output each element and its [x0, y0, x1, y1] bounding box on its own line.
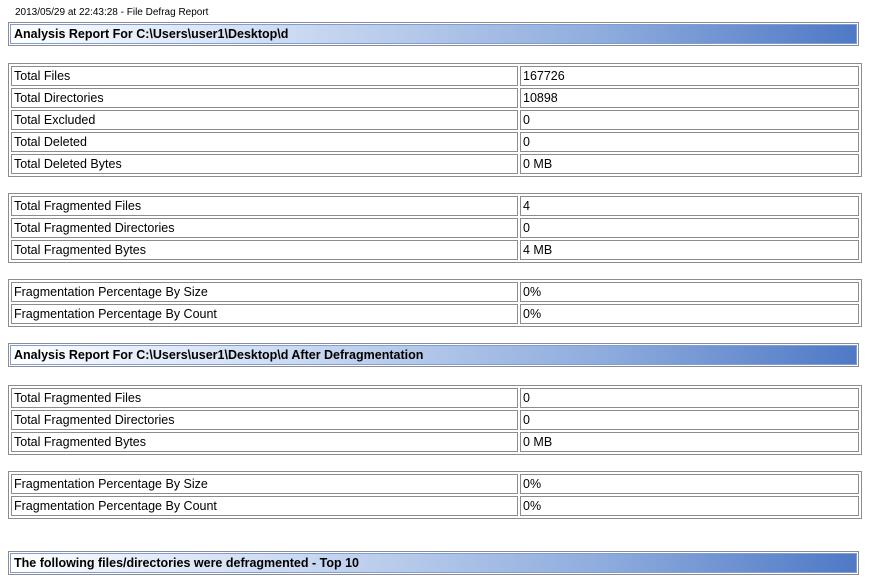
row-value: 0 MB [520, 154, 859, 174]
row-label: Total Fragmented Directories [11, 218, 518, 238]
table-row [10, 195, 860, 217]
row-value: 4 MB [520, 240, 859, 260]
table-row [10, 65, 860, 87]
table-row [10, 409, 860, 431]
table-row [10, 473, 860, 495]
row-value: 0% [520, 474, 859, 494]
table-analysis-percentages [8, 279, 862, 327]
row-label: Total Fragmented Bytes [11, 432, 518, 452]
row-label: Fragmentation Percentage By Count [11, 496, 518, 516]
table-row [10, 303, 860, 325]
row-value: 0 [520, 110, 859, 130]
table-row [10, 153, 860, 175]
table-analysis-fragmented [8, 193, 862, 263]
row-value: 167726 [520, 66, 859, 86]
row-label: Total Deleted [11, 132, 518, 152]
row-value: 0 MB [520, 432, 859, 452]
table-row [10, 495, 860, 517]
row-value: 0 [520, 132, 859, 152]
row-label: Fragmentation Percentage By Count [11, 304, 518, 324]
section-title-analysis-text: Analysis Report For C:\Users\user1\Desktop\d [10, 24, 857, 44]
table-row [10, 387, 860, 409]
row-label: Total Fragmented Bytes [11, 240, 518, 260]
row-label: Total Fragmented Files [11, 388, 518, 408]
row-label: Total Fragmented Directories [11, 410, 518, 430]
section-title-after-defrag [8, 343, 859, 367]
row-label: Total Deleted Bytes [11, 154, 518, 174]
row-value: 0 [520, 218, 859, 238]
table-row [10, 239, 860, 261]
row-label: Fragmentation Percentage By Size [11, 282, 518, 302]
section-title-top10-text: The following files/directories were defragmented - Top 10 [10, 553, 857, 573]
table-analysis-totals [8, 63, 862, 177]
row-label: Total Fragmented Files [11, 196, 518, 216]
row-value: 0% [520, 282, 859, 302]
table-row [10, 131, 860, 153]
table-row [10, 87, 860, 109]
report-timestamp-header: 2013/05/29 at 22:43:28 - File Defrag Report [15, 7, 209, 18]
row-value: 4 [520, 196, 859, 216]
table-row [10, 431, 860, 453]
row-value: 0% [520, 304, 859, 324]
table-row [10, 281, 860, 303]
row-label: Total Files [11, 66, 518, 86]
row-value: 0% [520, 496, 859, 516]
table-row [10, 217, 860, 239]
table-after-fragmented [8, 385, 862, 455]
row-value: 0 [520, 410, 859, 430]
section-title-analysis [8, 22, 859, 46]
row-value: 0 [520, 388, 859, 408]
row-label: Total Directories [11, 88, 518, 108]
section-title-top10 [8, 551, 859, 575]
table-after-percentages [8, 471, 862, 519]
row-label: Total Excluded [11, 110, 518, 130]
table-row [10, 109, 860, 131]
section-title-after-defrag-text: Analysis Report For C:\Users\user1\Desktop\d After Defragmentation [10, 345, 857, 365]
row-label: Fragmentation Percentage By Size [11, 474, 518, 494]
row-value: 10898 [520, 88, 859, 108]
